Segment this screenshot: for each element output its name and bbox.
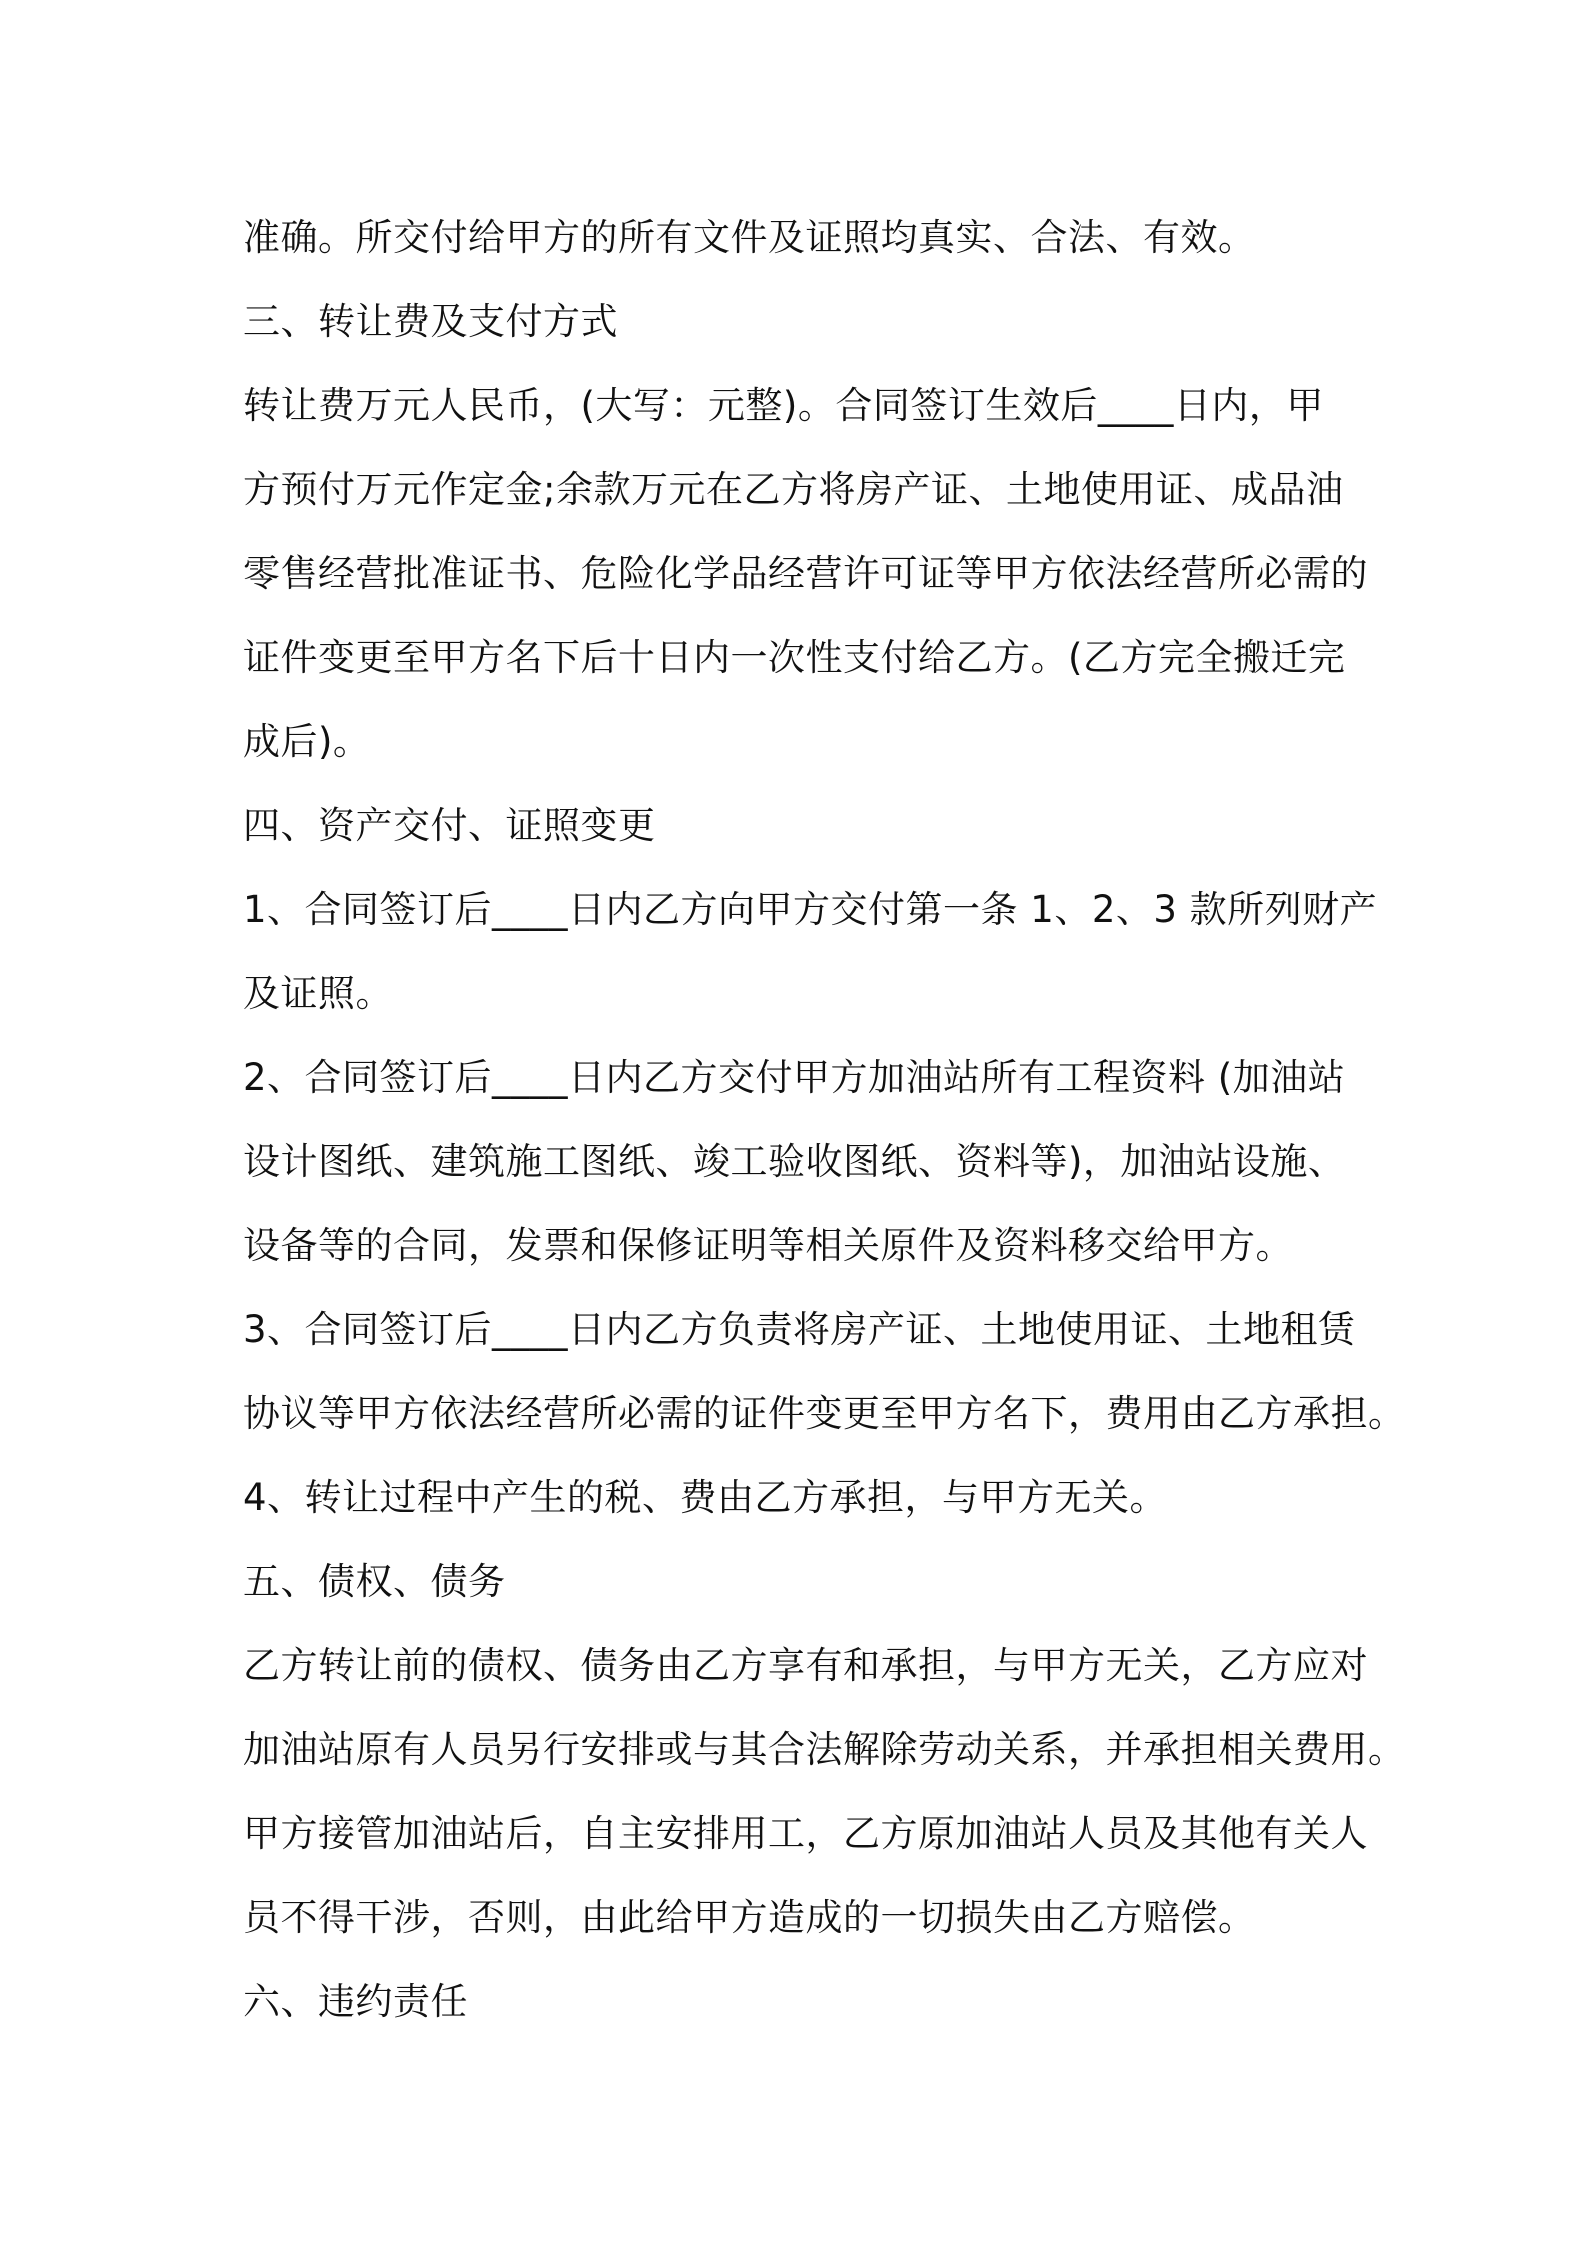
clause-item-1: 1、合同签订后____日内乙方向甲方交付第一条 1、2、3 款所列财产 bbox=[243, 888, 1378, 931]
clause-item-4: 4、转让过程中产生的税、费由乙方承担，与甲方无关。 bbox=[243, 1476, 1168, 1519]
section-heading-debts: 五、债权、债务 bbox=[243, 1560, 506, 1603]
body-text-line: 乙方转让前的债权、债务由乙方享有和承担，与甲方无关，乙方应对 bbox=[243, 1644, 1368, 1687]
body-text-line: 零售经营批准证书、危险化学品经营许可证等甲方依法经营所必需的 bbox=[243, 552, 1368, 595]
body-text-line: 甲方接管加油站后，自主安排用工，乙方原加油站人员及其他有关人 bbox=[243, 1812, 1368, 1855]
body-text-line: 及证照。 bbox=[243, 972, 393, 1015]
body-text-line: 协议等甲方依法经营所必需的证件变更至甲方名下，费用由乙方承担。 bbox=[243, 1392, 1406, 1435]
clause-item-3: 3、合同签订后____日内乙方负责将房产证、土地使用证、土地租赁 bbox=[243, 1308, 1356, 1351]
section-heading-liability: 六、违约责任 bbox=[243, 1980, 468, 2023]
body-text-line: 准确。所交付给甲方的所有文件及证照均真实、合法、有效。 bbox=[243, 216, 1256, 259]
body-text-line: 设计图纸、建筑施工图纸、竣工验收图纸、资料等)，加油站设施、 bbox=[243, 1140, 1346, 1183]
body-text-line: 加油站原有人员另行安排或与其合法解除劳动关系，并承担相关费用。 bbox=[243, 1728, 1406, 1771]
body-text-line: 设备等的合同，发票和保修证明等相关原件及资料移交给甲方。 bbox=[243, 1224, 1293, 1267]
body-text-line: 转让费万元人民币，(大写：元整)。合同签订生效后____日内，甲 bbox=[243, 384, 1324, 427]
clause-item-2: 2、合同签订后____日内乙方交付甲方加油站所有工程资料 (加油站 bbox=[243, 1056, 1346, 1099]
body-text-line: 方预付万元作定金;余款万元在乙方将房产证、土地使用证、成品油 bbox=[243, 468, 1344, 511]
section-heading-transfer-fee: 三、转让费及支付方式 bbox=[243, 300, 618, 343]
body-text-line: 成后)。 bbox=[243, 720, 371, 763]
document-body bbox=[243, 196, 1406, 2044]
body-text-line: 员不得干涉，否则，由此给甲方造成的一切损失由乙方赔偿。 bbox=[243, 1896, 1256, 1939]
section-heading-asset-delivery: 四、资产交付、证照变更 bbox=[243, 804, 656, 847]
body-text-line: 证件变更至甲方名下后十日内一次性支付给乙方。(乙方完全搬迁完 bbox=[243, 636, 1346, 679]
